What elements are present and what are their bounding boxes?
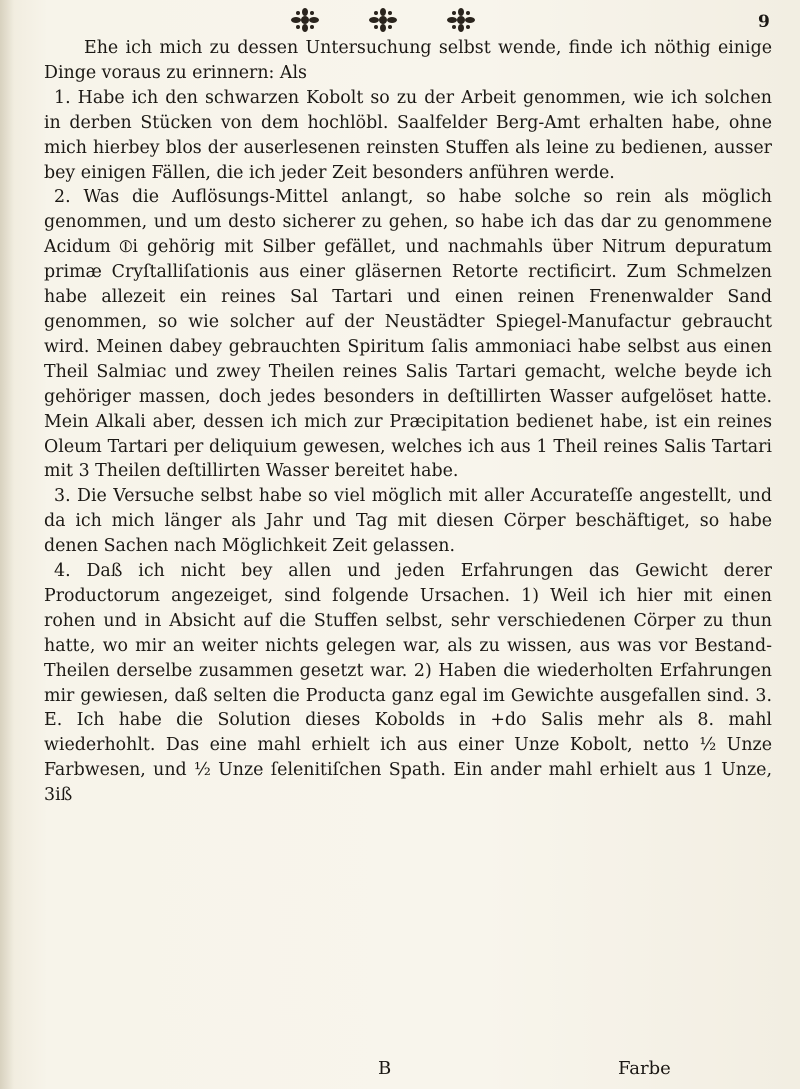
fleuron-icon xyxy=(368,8,398,32)
page-footer xyxy=(0,1058,800,1086)
signature-mark: B xyxy=(378,1058,392,1079)
list-item: 3. Die Versuche selbst habe so viel möglich mit aller Accurateſſe angestellt, und da ich mich länger als Jahr und Tag mit diesen Cörper beschäftiget, so habe denen Sachen nach Möglichkeit Zeit gelassen. xyxy=(44,486,772,557)
list-item: 4. Daß ich nicht bey allen und jeden Erfahrungen das Gewicht derer Productorum angezeiget, sind folgende Ursachen. 1) Weil ich hier mit einen rohen und in Absicht auf die Stuffen selbst, sehr verschiedenen Cörper zu thun hatte, wo mir an weiter nichts gelegen war, als zu wissen, aus was vor Bestand-Theilen derselbe zusammen gesetzt war. 2) Haben die wiederholten Erfahrungen mir gewiesen, daß selten die Producta ganz egal im Gewichte ausgefallen sind. 3. E. Ich habe die Solution dieses Kobolds in +do Salis mehr als 8. mahl wiederhohlt. Das eine mahl erhielt ich aus einer Unze Kobolt, netto ½ Unze Farbwesen, und ½ Unze ſelenitiſchen Spath. Ein ander mahl erhielt aus 1 Unze, 3iß xyxy=(44,561,772,806)
gutter-shadow xyxy=(0,0,14,1089)
list-item: 1. Habe ich den schwarzen Kobolt so zu der Arbeit genommen, wie ich solchen in derben Stücken von dem hochlöbl. Saalfelder Berg-Amt erhalten habe, ohne mich hierbey blos der auserlesenen reinsten Stuffen als leine zu bedienen, ausser bey einigen Fällen, die ich jeder Zeit besonders anführen werde. xyxy=(44,87,772,183)
catchword: Farbe xyxy=(618,1058,671,1079)
fleuron-icon xyxy=(446,8,476,32)
header-ornaments xyxy=(0,8,800,34)
body-text xyxy=(44,36,772,808)
intro-paragraph: Ehe ich mich zu dessen Untersuchung selbst wende, finde ich nöthig einige Dinge voraus zu erinnern: Als xyxy=(44,38,772,83)
page-number: 9 xyxy=(758,12,770,32)
fleuron-icon xyxy=(290,8,320,32)
list-item: 2. Was die Auflösungs-Mittel anlangt, so habe solche so rein als möglich genommen, und um desto sicherer zu gehen, so habe ich das dar zu genommene Acidum ⦶i gehörig mit Silber gefället, und nachmahls über Nitrum depuratum primæ Cryſtalliſationis aus einer gläsernen Retorte rectificirt. Zum Schmelzen habe allezeit ein reines Sal Tartari und einen reinen Frenenwalder Sand genommen, so wie solcher auf der Neustädter Spiegel-Manufactur gebraucht wird. Meinen dabey gebrauchten Spiritum ſalis ammoniaci habe selbst aus einen Theil Salmiac und zwey Theilen reines Salis Tartari gemacht, welche beyde ich gehöriger massen, doch jedes besonders in deſtillirten Wasser aufgelöset hatte. Mein Alkali aber, dessen ich mich zur Præcipitation bedienet habe, ist ein reines Oleum Tartari per deliquium gewesen, welches ich aus 1 Theil reines Salis Tartari mit 3 Theilen deſtillirten Wasser bereitet habe. xyxy=(44,187,772,482)
